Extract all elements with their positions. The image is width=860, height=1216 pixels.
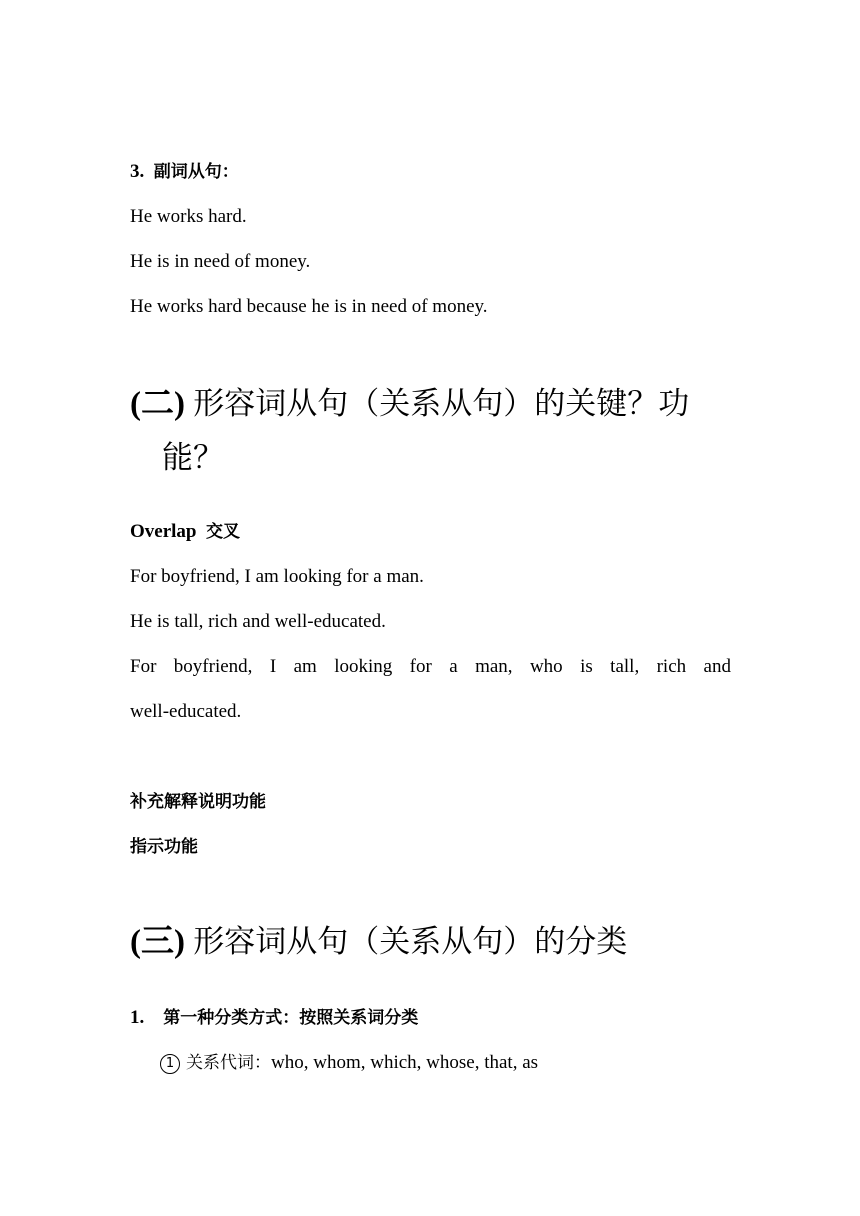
- section-two-title-line2: 能？: [162, 440, 224, 476]
- section-two-title-line1: 形容词从句（关系从句）的关键？功: [193, 386, 690, 422]
- section-three-heading: [130, 920, 627, 964]
- section-3-heading: [130, 160, 239, 184]
- section-two-heading-line2: [162, 436, 224, 480]
- overlap-heading: [130, 520, 240, 544]
- function-indicative: 指示功能: [130, 837, 198, 857]
- relative-pronoun-label: 关系代词：: [186, 1053, 271, 1073]
- section-3-number: 3.: [130, 161, 145, 182]
- item-text: 第一种分类方式：按照关系词分类: [163, 1008, 419, 1028]
- section-3-title: 副词从句：: [153, 162, 239, 182]
- example-line-2: He is in need of money.: [130, 251, 311, 272]
- overlap-line-4: well-educated.: [130, 701, 242, 722]
- overlap-label: Overlap: [130, 521, 197, 542]
- overlap-cn: 交叉: [206, 522, 240, 542]
- section-two-heading-line1: [130, 382, 689, 426]
- overlap-line-1: For boyfriend, I am looking for a man.: [130, 566, 424, 587]
- overlap-line-3: For boyfriend, I am looking for a man, who is tall, rich and: [130, 656, 731, 677]
- relative-pronoun-line: [160, 1051, 538, 1075]
- section-three-paren: (三): [130, 924, 185, 960]
- circled-number-icon: 1: [160, 1054, 180, 1074]
- relative-pronoun-list: who, whom, which, whose, that, as: [271, 1052, 539, 1073]
- example-line-1: He works hard.: [130, 206, 247, 227]
- section-three-title: 形容词从句（关系从句）的分类: [193, 924, 628, 960]
- section-two-paren: (二): [130, 386, 185, 422]
- item-number: 1.: [130, 1007, 145, 1028]
- example-line-3: He works hard because he is in need of money.: [130, 296, 488, 317]
- function-supplementary: 补充解释说明功能: [130, 792, 266, 812]
- overlap-line-2: He is tall, rich and well-educated.: [130, 611, 386, 632]
- classification-item-1: [130, 1006, 418, 1030]
